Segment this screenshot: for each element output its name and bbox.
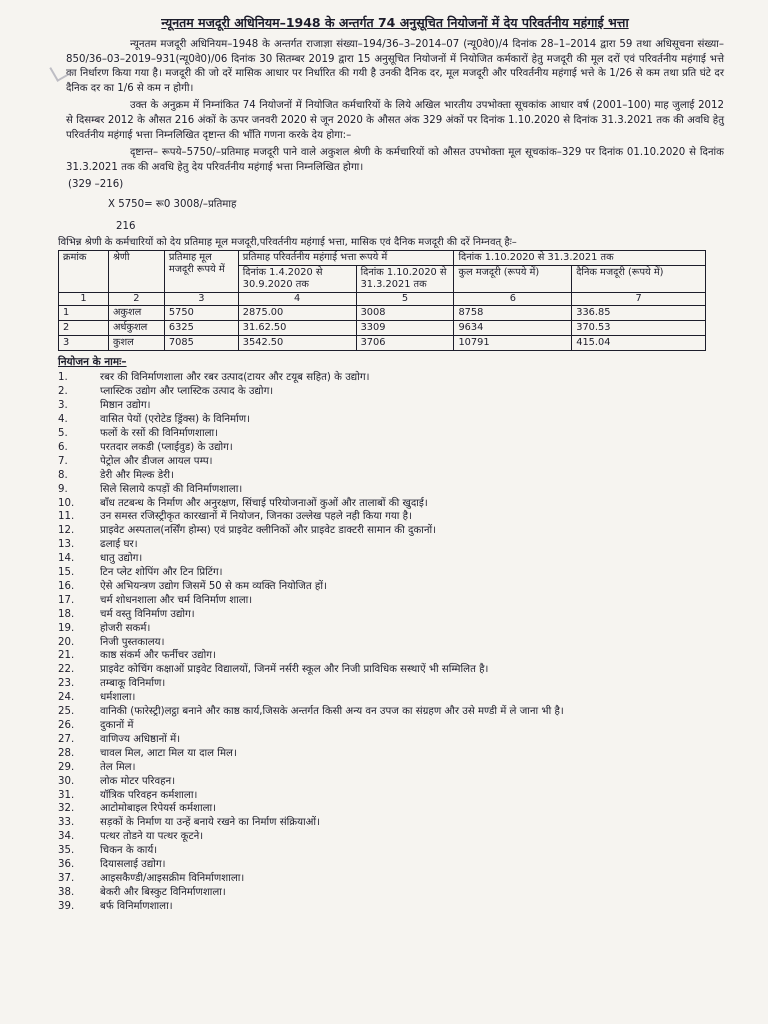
list-item-number: 17. [58, 594, 75, 606]
list-item [58, 900, 724, 914]
cell-vda-2: 3309 [356, 321, 454, 336]
list-item-number: 15. [58, 567, 75, 579]
list-item-text: वानिकी (फारेस्ट्री)लट्ठा बनाने और काष्ठ कार्य,जिसके अन्तर्गत किसी अन्य वन उपज का संग्रहण और उसे मण्डी में ले जाना भी है। [100, 706, 564, 718]
list-item [58, 636, 724, 650]
list-item-number: 19. [58, 622, 75, 634]
list-item-number: 22. [58, 664, 75, 676]
list-item [58, 469, 724, 483]
list-item-number: 30. [58, 775, 75, 787]
list-item-text: चावल मिल, आटा मिल या दाल मिल। [100, 747, 237, 759]
list-item [58, 594, 724, 608]
list-item-text: प्राइवेट अस्पताल(नर्सिंग होम्स) एवं प्राइवेट क्लीनिकों और प्राइवेट डाक्टरी सामान की दुकानों। [100, 525, 437, 537]
paragraph-notification: न्यूनतम मजदूरी अधिनियम–1948 के अन्तर्गत राजाज्ञा संख्या–194/36–3–2014–07 (न्यू0वे0)/4 दिनांक 28–1–2014 द्वारा 59 तथा अधिसूचना संख्या–850/36–03–2019–931(न्यू0वे0)/06 दिनांक 30 सितम्बर 2019 द्वारा 15 अनुसूचित नियोजनों में नियोजित कर्मकारों हेतु मजदूरी की मूल दरों एवं परिवर्तनीय महंगाई भत्ते का निर्धारण किया गया है। मजदूरी की जो दरें मासिक आधार पर निर्धारित की गयी है उनकी दैनिक दर, मूल मजदूरी और परिवर्तनीय महंगाई भत्ते के 1/26 से कम तथा प्रति घंटे दर दैनिक दर का 1/6 से कम न होगी। [66, 39, 724, 94]
list-item [58, 789, 724, 803]
cell-serial: 3 [59, 336, 109, 351]
list-item-text: सिले सिलाये कपड़ों की विनिर्माणशाला। [100, 483, 243, 495]
list-item [58, 844, 724, 858]
list-item-text: चर्म वस्तु विनिर्माण उद्योग। [100, 608, 195, 620]
list-item-text: वाणिज्य अधिष्ठानों में। [100, 733, 181, 745]
table-intro: विभिन्न श्रेणी के कर्मचारियों को देय प्रतिमाह मूल मजदूरी,परिवर्तनीय महंगाई भत्ता, मासिक एवं दैनिक मजदूरी की दरें निम्नवत् हैः– [58, 237, 517, 249]
cell-vda-1: 2875.00 [238, 306, 356, 321]
list-item-number: 34. [58, 831, 75, 843]
list-item-number: 20. [58, 636, 75, 648]
header-category: श्रेणी [108, 251, 164, 293]
list-item-number: 8. [58, 469, 68, 481]
cell-basic: 7085 [164, 336, 238, 351]
formula-result: X 5750= रू0 3008/–प्रतिमाह [108, 199, 237, 211]
cell-daily: 336.85 [572, 306, 706, 321]
list-item-text: ऐसे अभियन्त्रण उद्योग जिसमें 50 से कम व्यक्ति नियोजित हों। [100, 580, 327, 592]
list-item-number: 6. [58, 441, 68, 453]
list-item-text: चर्म शोधनशाला और चर्म विनिर्माण शाला। [100, 594, 253, 606]
list-item [58, 775, 724, 789]
list-item-number: 25. [58, 706, 75, 718]
list-item-text: होजरी सकर्म। [100, 622, 151, 634]
list-item-text: प्राइवेट कोचिंग कक्षाओं प्राइवेट विद्यालयों, जिनमें नर्सरी स्कूल और निजी प्राविधिक सस्थाऐं भी सम्मिलित है। [100, 664, 489, 676]
document-title: न्यूनतम मजदूरी अधिनियम–1948 के अन्तर्गत 74 अनुसूचित नियोजनों में देय परिवर्तनीय महंगाई भत्ता [161, 15, 629, 30]
list-item-text: दियासलाई उद्योग। [100, 859, 166, 871]
cell-serial: 2 [59, 321, 109, 336]
list-item-number: 7. [58, 455, 68, 467]
list-item-number: 23. [58, 678, 75, 690]
cell-basic: 6325 [164, 321, 238, 336]
list-item [58, 663, 724, 677]
cell-total: 9634 [454, 321, 572, 336]
list-item [58, 413, 724, 427]
header-daily-wage: दैनिक मजदूरी (रूपये में) [572, 266, 706, 293]
list-item-text: बाँध तटबन्ध के निर्माण और अनुरक्षण, सिंचाई परियोजनाओं कुओं और तालाबों की खुदाई। [100, 497, 428, 509]
table-row [59, 306, 706, 321]
list-item-number: 18. [58, 608, 75, 620]
employments-heading: नियोजन के नामः– [58, 356, 127, 369]
list-item-number: 35. [58, 845, 75, 857]
list-item-number: 4. [58, 414, 68, 426]
list-item-text: बेकरी और बिस्कुट विनिर्माणशाला। [100, 886, 226, 898]
list-item-text: निजी पुस्तकालय। [100, 636, 165, 648]
list-item [58, 580, 724, 594]
list-item-number: 21. [58, 650, 75, 662]
list-item [58, 872, 724, 886]
list-item-text: सड़कों के निर्माण या उन्हें बनाये रखने का निर्माण संक्रियाओं। [100, 817, 320, 829]
header-period: दिनांक 1.10.2020 से 31.3.2021 तक [454, 251, 706, 266]
list-item-number: 3. [58, 400, 68, 412]
column-number: 2 [108, 293, 164, 306]
list-item-text: उन समस्त रजिस्ट्रीकृत कारखानों में नियोजन, जिनका उल्लेख पहले नही किया गया है। [100, 511, 412, 523]
cell-total: 8758 [454, 306, 572, 321]
list-item-text: धर्मशाला। [100, 692, 136, 704]
cell-vda-2: 3706 [356, 336, 454, 351]
list-item-text: काष्ठ संकर्म और फर्नीचर उद्योग। [100, 650, 216, 662]
list-item-text: पत्थर तोडने या पत्थर कूटने। [100, 831, 204, 843]
list-item-text: आटोमोबाइल रिपेयर्स कर्मशाला। [100, 803, 217, 815]
column-number: 1 [59, 293, 109, 306]
list-item-text: आइसकैण्डी/आइसक्रीम विनिर्माणशाला। [100, 872, 245, 884]
cell-daily: 370.53 [572, 321, 706, 336]
column-number: 7 [572, 293, 706, 306]
list-item [58, 538, 724, 552]
list-item-number: 13. [58, 539, 75, 551]
list-item-text: दुकानों में [100, 720, 134, 731]
list-item-text: वासित पेयों (एरोटेड ड्रिंक्स) के विनिर्माण। [100, 414, 250, 426]
list-item-number: 36. [58, 859, 75, 871]
cell-serial: 1 [59, 306, 109, 321]
list-item [58, 566, 724, 580]
list-item-text: धातु उद्योग। [100, 553, 143, 565]
list-item [58, 691, 724, 705]
header-vda-period-2: दिनांक 1.10.2020 से 31.3.2021 तक [356, 266, 454, 293]
list-item [58, 497, 724, 511]
cell-category: अकुशल [108, 306, 164, 321]
list-item-number: 29. [58, 761, 75, 773]
list-item [58, 441, 724, 455]
list-item [58, 747, 724, 761]
table-row [59, 321, 706, 336]
list-item [58, 510, 724, 524]
list-item [58, 886, 724, 900]
cell-basic: 5750 [164, 306, 238, 321]
list-item-text: पेट्रोल और डीजल आयल पम्प। [100, 455, 213, 467]
list-item-number: 31. [58, 789, 75, 801]
list-item [58, 427, 724, 441]
list-item-number: 24. [58, 692, 75, 704]
list-item-number: 5. [58, 427, 68, 439]
list-item [58, 858, 724, 872]
cell-daily: 415.04 [572, 336, 706, 351]
paragraph-index-basis: उक्त के अनुक्रम में निम्नांकित 74 नियोजनों में नियोजित कर्मचारियों के लिये अखिल भारतीय उपभोक्ता सूचकांक आधार वर्ष (2001–100) माह जुलाई 2012 से दिसम्बर 2012 के औसत 216 अंकों के ऊपर जनवरी 2020 से जून 2020 के औसत अंक 329 अंकों पर दिनांक 1.10.2020 से दिनांक 31.3.2021 तक की अवधि हेतु परिवर्तनीय महंगाई भत्ता निम्नलिखित दृष्टान्त की भाँति गणना करके देय होगा:– [66, 100, 724, 141]
list-item [58, 802, 724, 816]
cell-total: 10791 [454, 336, 572, 351]
list-item [58, 830, 724, 844]
paragraph-example: दृष्टान्त– रूपये–5750/–प्रतिमाह मजदूरी पाने वाले अकुशल श्रेणी के कर्मचारियों को औसत उपभोक्ता मूल सूचकांक–329 पर दिनांक 01.10.2020 से दिनांक 31.3.2021 तक की अवधि हेतु देय परिवर्तनीय महंगाई भत्ता निम्नलिखित होगा। [66, 147, 724, 173]
list-item [58, 371, 724, 385]
list-item [58, 608, 724, 622]
list-item [58, 622, 724, 636]
list-item [58, 399, 724, 413]
list-item-number: 12. [58, 525, 75, 537]
list-item-text: रबर की विनिर्माणशाला और रबर उत्पाद(टायर और टयूब सहित) के उद्योग। [100, 372, 370, 384]
list-item-number: 27. [58, 733, 75, 745]
list-item [58, 649, 724, 663]
list-item-number: 28. [58, 747, 75, 759]
list-item-number: 14. [58, 553, 75, 565]
list-item [58, 733, 724, 747]
list-item-text: तेल मिल। [100, 761, 136, 773]
list-item-number: 32. [58, 803, 75, 815]
cell-category: कुशल [108, 336, 164, 351]
list-item-text: लोक मोटर परिवहन। [100, 775, 176, 787]
list-item-text: ढलाई घर। [100, 539, 138, 551]
formula-denominator: 216 [116, 221, 136, 233]
list-item-number: 1. [58, 372, 68, 384]
table-row [59, 336, 706, 351]
column-number: 3 [164, 293, 238, 306]
header-vda-period-1: दिनांक 1.4.2020 से 30.9.2020 तक [238, 266, 356, 293]
list-item-text: प्लास्टिक उद्योग और प्लास्टिक उत्पाद के उद्योग। [100, 386, 274, 398]
cell-category: अर्धकुशल [108, 321, 164, 336]
list-item-number: 37. [58, 872, 75, 884]
list-item [58, 524, 724, 538]
list-item-text: मिष्ठान उद्योग। [100, 400, 151, 412]
cell-vda-1: 31.62.50 [238, 321, 356, 336]
employments-list [58, 371, 724, 913]
list-item-text: तम्बाकू विनिर्माण। [100, 678, 166, 690]
list-item [58, 483, 724, 497]
list-item-number: 16. [58, 580, 75, 592]
cell-vda-1: 3542.50 [238, 336, 356, 351]
list-item-number: 11. [58, 511, 75, 523]
list-item-text: यॉत्रिक परिवहन कर्मशाला। [100, 789, 198, 801]
list-item-text: टिन प्लेट शोपिंग और टिन प्रिटिंग। [100, 567, 223, 579]
header-serial: क्रमांक [59, 251, 109, 293]
header-vda: प्रतिमाह परिवर्तनीय महंगाई भत्ता रूपये में [238, 251, 454, 266]
list-item [58, 816, 724, 830]
column-number: 4 [238, 293, 356, 306]
list-item-number: 33. [58, 817, 75, 829]
list-item [58, 385, 724, 399]
list-item [58, 455, 724, 469]
list-item-text: चिकन के कार्य। [100, 845, 158, 857]
list-item [58, 705, 724, 719]
list-item-text: बर्फ विनिर्माणशाला। [100, 900, 173, 912]
list-item-number: 26. [58, 720, 75, 731]
wage-rates-table [58, 250, 706, 351]
list-item [58, 677, 724, 691]
list-item [58, 552, 724, 566]
cell-vda-2: 3008 [356, 306, 454, 321]
list-item-number: 10. [58, 497, 75, 509]
column-number: 6 [454, 293, 572, 306]
list-item [58, 761, 724, 775]
list-item [58, 719, 724, 733]
list-item-number: 9. [58, 483, 68, 495]
list-item-number: 2. [58, 386, 68, 398]
list-item-text: परतदार लकडी (प्लाईवुड) के उद्योग। [100, 441, 233, 453]
list-item-text: फलों के रसों की विनिर्माणशाला। [100, 427, 218, 439]
list-item-number: 38. [58, 886, 75, 898]
formula-numerator: (329 –216) [68, 179, 124, 191]
header-basic-wage: प्रतिमाह मूल मजदूरी रूपये में [164, 251, 238, 293]
column-number-row [59, 293, 706, 306]
column-number: 5 [356, 293, 454, 306]
list-item-number: 39. [58, 900, 75, 912]
table-header-row [59, 251, 706, 266]
header-total-wage: कुल मजदूरी (रूपये में) [454, 266, 572, 293]
list-item-text: डेरी और मिल्क डेरी। [100, 469, 174, 481]
